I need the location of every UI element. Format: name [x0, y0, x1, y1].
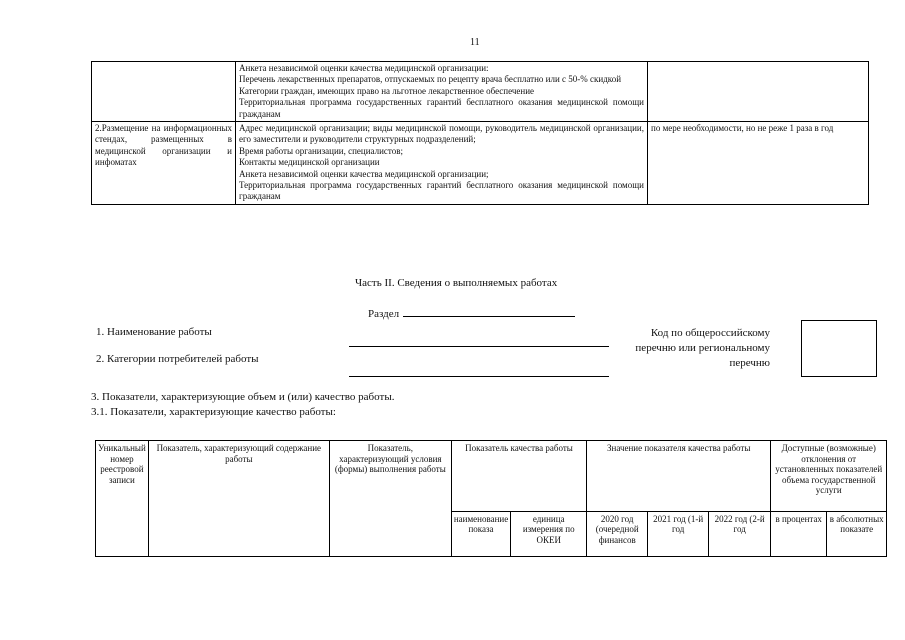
table-row — [92, 62, 869, 122]
table-cell-frequency — [648, 62, 869, 122]
section-row — [368, 306, 575, 320]
subheader-2021: 2021 год (1-й год — [648, 511, 709, 556]
code-label: Код по общероссийскому перечню или региональному перечню — [635, 327, 770, 369]
table-cell-frequency: по мере необходимости, но не реже 1 раза в год — [648, 122, 869, 205]
subheader-2020: 2020 год (очередной финансов — [587, 511, 648, 556]
subheader-unit: единица измерения по ОКЕИ — [511, 511, 587, 556]
content-line: Перечень лекарственных препаратов, отпускаемых по рецепту врача бесплатно или с 50-% скидкой — [239, 74, 622, 85]
subheader-percent: в процентах — [771, 511, 827, 556]
subheader-name: наименование показа — [451, 511, 510, 556]
quality-table — [95, 440, 887, 557]
code-box[interactable] — [801, 320, 877, 377]
info-table — [91, 61, 869, 205]
work-name-label: 1. Наименование работы — [96, 326, 212, 338]
table-cell-content — [236, 122, 648, 205]
header-quality-indicator: Показатель качества работы — [451, 441, 586, 512]
header-content: Показатель, характеризующий содержание работы — [148, 441, 329, 557]
table-cell-method: 2.Размещение на информационных стендах, размещенных в медицинской организации и инфоматах — [92, 122, 236, 205]
header-deviations: Доступные (возможные) отклонения от установленных показателей объема государственной услуги — [771, 441, 887, 512]
table-cell-content — [236, 62, 648, 122]
header-conditions: Показатель, характеризующий условия (формы) выполнения работы — [329, 441, 451, 557]
consumer-category-label: 2. Категории потребителей работы — [96, 353, 259, 365]
section-field[interactable] — [403, 306, 575, 317]
content-line: Анкета независимой оценки качества медицинской организации: — [239, 63, 489, 73]
work-name-field[interactable] — [349, 346, 609, 347]
table-cell-method — [92, 62, 236, 122]
table-row — [92, 122, 869, 205]
section-label: Раздел — [368, 308, 400, 320]
indicators-heading: 3. Показатели, характеризующие объем и (или) качество работы. — [91, 391, 395, 403]
part2-title: Часть II. Сведения о выполняемых работах — [355, 277, 558, 289]
content-line: Анкета независимой оценки качества медицинской организации; — [239, 168, 489, 179]
consumer-category-field[interactable] — [349, 376, 609, 377]
header-registry: Уникальный номер реестровой записи — [96, 441, 149, 557]
header-quality-value: Значение показателя качества работы — [587, 441, 771, 512]
content-line: Адрес медицинской организации; виды медицинской помощи, руководитель медицинской организации, его заместители и руководители структурных подразделений; — [239, 123, 644, 145]
subheader-absolute: в абсолютных показате — [827, 511, 887, 556]
content-line: Категории граждан, имеющих право на льготное лекарственное обеспечение — [239, 85, 535, 96]
subheader-2022: 2022 год (2-й год — [709, 511, 771, 556]
content-line: Время работы организации, специалистов; — [239, 145, 403, 156]
content-line: Контакты медицинской организации — [239, 157, 380, 168]
table-header-row — [96, 441, 887, 512]
content-line: Территориальная программа государственных гарантий бесплатного оказания медицинской помощи гражданам — [239, 180, 644, 202]
content-line: Территориальная программа государственных гарантий бесплатного оказания медицинской помощи гражданам — [239, 97, 644, 119]
page-number: 11 — [470, 37, 480, 48]
quality-heading: 3.1. Показатели, характеризующие качество работы: — [91, 406, 336, 418]
